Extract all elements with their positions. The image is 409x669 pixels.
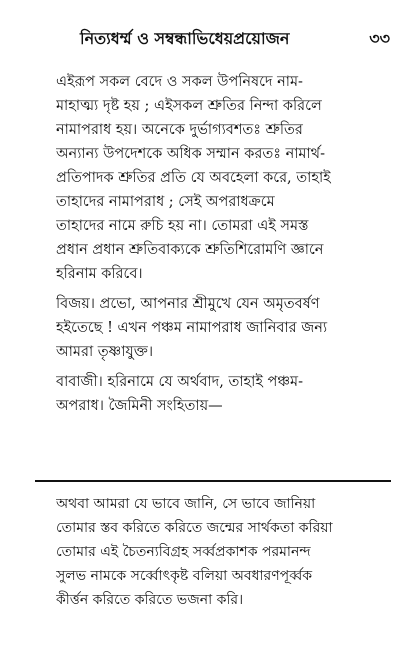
footnote-line: তোমার স্তব করিতে করিতে জন্মের সার্থকতা করিয়া [56,520,333,536]
dialogue-line: অপরাধ। জৈমিনী সংহিতায়— [56,398,223,414]
body-line: প্রতিপাদক শ্রুতির প্রতি যে অবহেলা করে, তাহাই [56,170,331,186]
footnote-line: অথবা আমরা যে ভাবে জানি, সে ভাবে জানিয়া [56,496,316,512]
page-number: ৩৩ [369,29,390,48]
dialogue-line: হইতেছে ! এখন পঞ্চম নামাপরাধ জানিবার জন্য [56,320,328,336]
dialogue-line: আমরা তৃষ্ণাযুক্ত। [56,344,154,360]
dialogue-babaji [56,370,381,418]
main-text [56,70,381,418]
body-line: প্রধান প্রধান শ্রুতিবাক্যকে শ্রুতিশিরোমণি জ্ঞানে [56,242,324,258]
body-line: মাহাত্ম্য দৃষ্ট হয় ; এইসকল শ্রুতির নিন্দা করিলে [56,98,322,114]
footnote [56,492,381,612]
body-line: হরিনাম করিবে। [56,266,143,282]
footnote-line: কীর্ত্তন করিতে করিতে ভজনা করি। [56,592,244,608]
footnote-line: সুলভ নামকে সর্ব্বোৎকৃষ্ট বলিয়া অবধারণপূর্ব্বক [56,568,313,584]
dialogue-line: বিজয়। প্রভো, আপনার শ্রীমুখে যেন অমৃতবর্ষণ [56,296,320,312]
running-header-title: নিত্যধর্ম্ম ও সম্বন্ধাভিধেয়প্রয়োজন [80,29,290,48]
running-header [60,26,390,52]
body-line: তাহাদের নামাপরাধ ; সেই অপরাধক্রমে [56,194,275,210]
dialogue-vijay [56,292,381,364]
body-line: নামাপরাধ হয়। অনেকে দুর্ভাগ্যবশতঃ শ্রুতির [56,122,303,138]
body-line: তাহাদের নামে রুচি হয় না। তোমরা এই সমস্ত [56,218,309,234]
body-line: অন্যান্য উপদেশকে অধিক সম্মান করতঃ নামার্থ- [56,146,325,162]
footnote-line: তোমার এই চৈতন্যবিগ্রহ সর্ব্বপ্রকাশক পরমানন্দ [56,544,311,560]
dialogue-line: বাবাজী। হরিনামে যে অর্থবাদ, তাহাই পঞ্চম- [56,374,303,390]
footnote-divider [35,480,391,482]
body-line: এইরূপ সকল বেদে ও সকল উপনিষদে নাম- [56,74,303,90]
